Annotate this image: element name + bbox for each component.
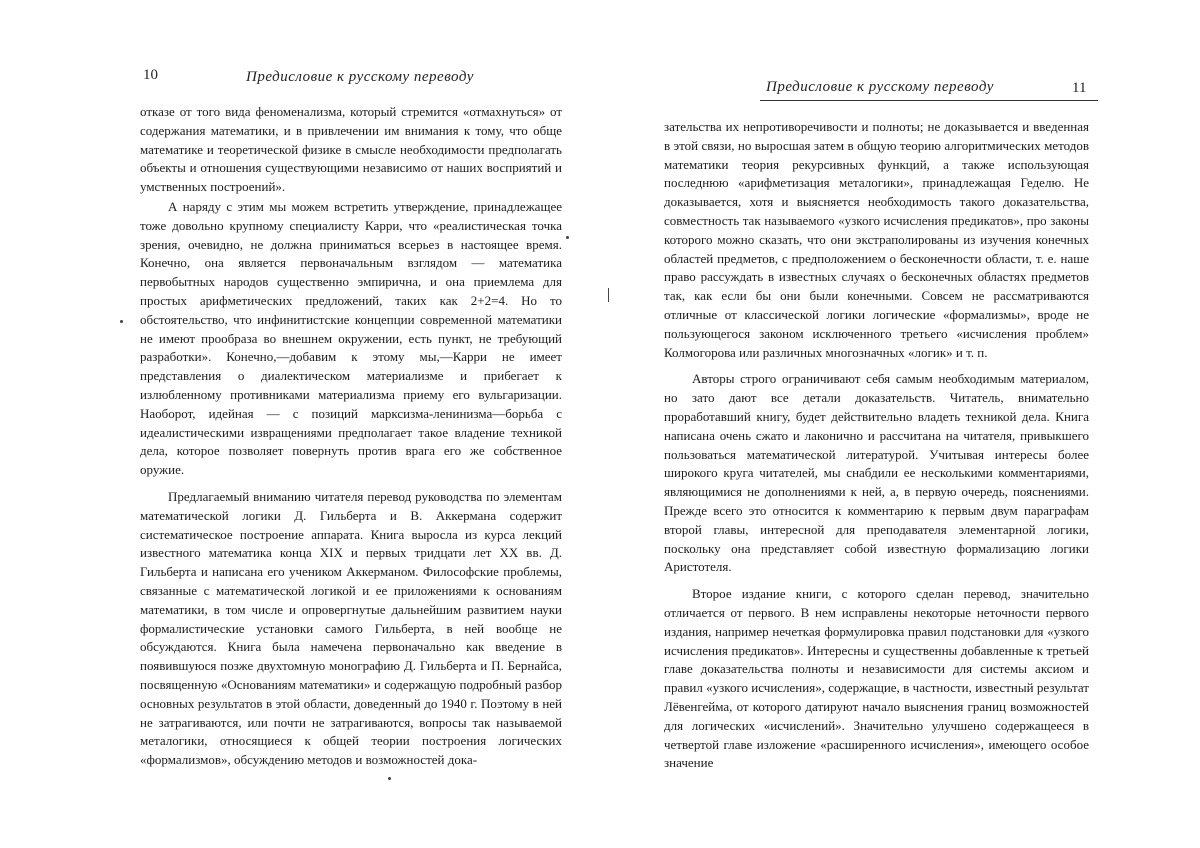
paragraph: А наряду с этим мы можем встретить утверждение, принадлежащее тоже довольно крупному специалисту Карри, что «реалистическая точка зрения, очевидно, не должна приниматься всерьез в настоящее время. Конечно, она является первоначальным взглядом — математика первобытных народов существенно эмпирична, и она приемлема для простых арифметических предложений, таких как 2+2=4. Но то обстоятельство, что инфинитистские концепции современной математики не имеют прообраза во внешнем окружении, есть пункт, не требующий разработки». Конечно,—добавим к этому мы,—Карри не имеет представления о диалектическом материализме и прибегает к излюбленному противниками материализма приему его вульгаризации. Наоборот, идейная — с позиций марксизма-ленинизма—борьба с идеалистическими извращениями предполагает такое владение техникой дела, которое позволяет повернуть против врага его же собственное оружие. [140,198,562,478]
paragraph: Авторы строго ограничивают себя самым необходимым материалом, но зато дают все детали доказательств. Читатель, внимательно проработавший книгу, будет действительно владеть техникой дела. Книга написана очень сжато и лаконично и рассчитана на читателя, привыкшего пользоваться математической литературой. Учитывая интересы более широкого круга читателей, мы снабдили ее несколькими комментариями, являющимися не дополнениями к ней, а, в первую очередь, пояснениями. Прежде всего это относится к комментарию к первым двум параграфам второй главы, интересной для преподавателя элементарной логики, поскольку она представляет собой известную формализацию логики Аристотеля. [664,371,1089,575]
running-title: Предисловие к русскому переводу [246,69,474,85]
paragraph: отказе от того вида феноменализма, который стремится «отмахнуться» от содержания математики, и в привлечении им внимания к тому, что обще математике и теоретической физике в смысле необходимости предполагать объекты и отношения существующими независимо от наших восприятий и умственных построений». [140,104,562,195]
paragraph: Предлагаемый вниманию читателя перевод руководства по элементам математической логики Д. Гильберта и В. Аккермана содержит систематическое построение аппарата. Книга выросла из курса лекций известного математика конца XIX и первых тридцати лет XX вв. Д. Гильберта и написана его учеником Аккерманом. Философские проблемы, связанные с математической логикой и ее приложениями к основаниям математики, в том числе и опровергнутые дальнейшим развитием науки формалистические установки самого Гильберта, в ней вообще не обсуждаются. Книга была намечена первоначально как введение в появившуюся позже двухтомную монографию Д. Гильберта и П. Бернайса, посвященную «Основаниям математики» и содержащую подробный разбор основных результатов в этой области, доведенный до 1940 г. Поэтому в ней не затрагиваются, или почти не затрагиваются, вопросы так называемой металогики, относящиеся к общей теории построения логических «формализмов», обсуждению методов и возможностей дока- [140,488,562,768]
right-page [600,0,1200,848]
scan-speck [566,236,569,239]
scan-speck [388,777,391,780]
running-title: Предисловие к русскому переводу [766,79,994,95]
page-number: 10 [143,67,158,83]
scan-speck [120,320,123,323]
paragraph: Второе издание книги, с которого сделан перевод, значительно отличается от первого. В нем исправлены некоторые неточности первого издания, например нечеткая формулировка правил подстановки для «узкого исчисления предикатов». Интересны и существенны добавленные к третьей главе доказательства полноты и независимости для системы аксиом и правил «узкого исчисления», содержащие, в частности, известный результат Лёвенгейма, от которого датируют начало выяснения границ возможностей для логических «исчислений». Значительно улучшено содержащееся в четвертой главе изложение «расширенного исчисления», имеющего особое значение [664,586,1089,771]
scan-speck [608,288,609,302]
page-number: 11 [1072,80,1087,96]
page-body [664,118,1089,773]
page-body [140,103,562,770]
header-rule [760,100,1098,101]
paragraph: зательства их непротиворечивости и полноты; не доказывается и введенная в этой связи, но выросшая затем в общую теорию алгоритмических методов математики теория рекурсивных функций, а также использующая последнюю «арифметизация металогики», принадлежащая Геделю. Не доказывается, хотя и выясняется необходимость такого доказательства, совместность так называемого «узкого исчисления предикатов», про законы которого можно сказать, что они экстраполированы из изучения конечных областей предметов, с предположением о бесконечности области, т. е. наше право рассуждать в известных случаях о бесконечных областях предметов так, как если бы они были конечными. Совсем не рассматриваются отличные от классической логики логические «формализмы», вроде не пользующегося законом исключенного третьего «исчисления проблем» Колмогорова или различных многозначных «логик» и т. п. [664,119,1089,360]
